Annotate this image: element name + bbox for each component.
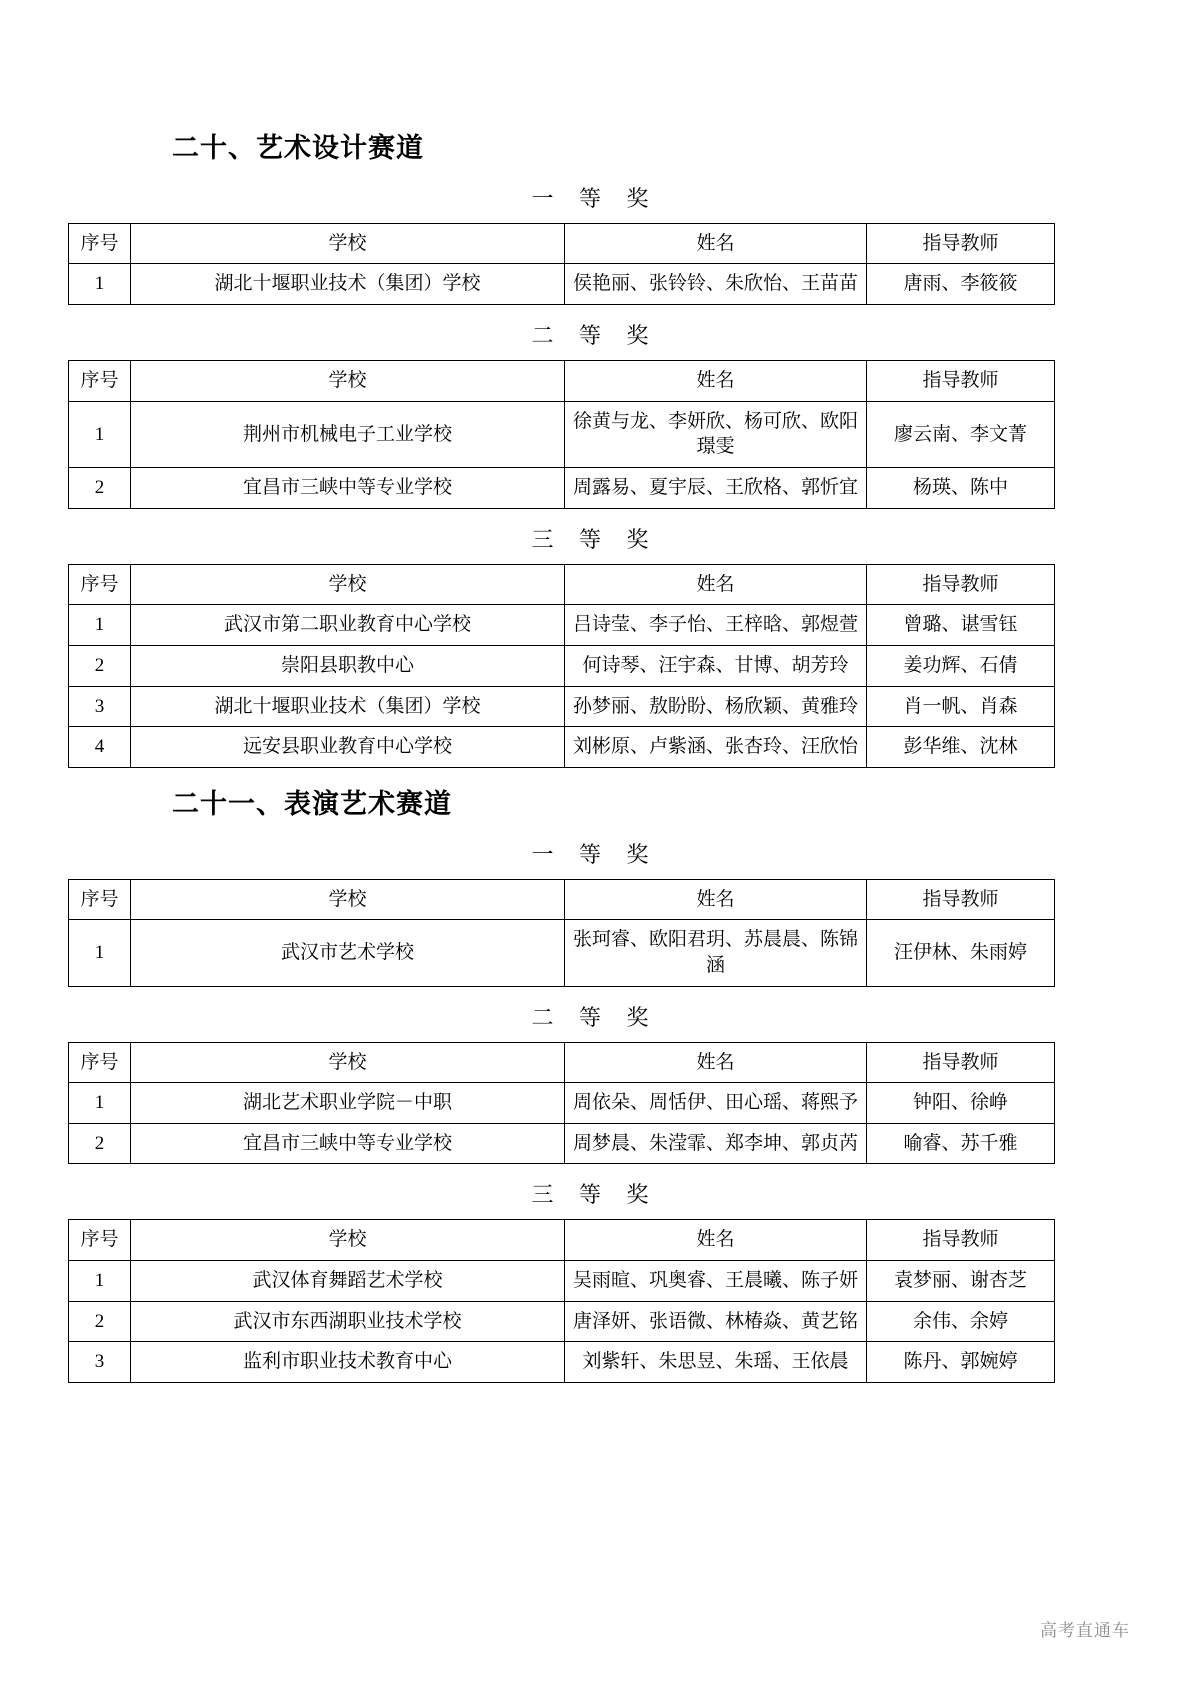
awards-table-art-design-first (68, 223, 1055, 305)
award-label-third-prize-art-design: 三 等 奖 (531, 526, 659, 552)
cell-school: 监利市职业技术教育中心 (131, 1342, 565, 1383)
cell-school: 武汉市艺术学校 (131, 920, 565, 986)
table-row (69, 264, 1055, 305)
column-header-school: 学校 (131, 361, 565, 402)
column-header-names: 姓名 (565, 879, 867, 920)
cell-no: 3 (69, 686, 131, 727)
awards-table-performing-arts-first (68, 879, 1055, 987)
cell-names: 周梦晨、朱滢霏、郑李坤、郭贞芮 (565, 1123, 867, 1164)
table-row (69, 1301, 1055, 1342)
watermark-label: 高考直通车 (1040, 1621, 1130, 1641)
cell-teachers: 曾璐、谌雪钰 (867, 605, 1055, 646)
cell-no: 2 (69, 645, 131, 686)
cell-school: 宜昌市三峡中等专业学校 (131, 468, 565, 509)
section-title-performing-arts: 二十一、表演艺术赛道 (172, 788, 452, 820)
cell-no: 3 (69, 1342, 131, 1383)
cell-names: 何诗琴、汪宇森、甘博、胡芳玲 (565, 645, 867, 686)
column-header-names: 姓名 (565, 361, 867, 402)
column-header-teachers: 指导教师 (867, 361, 1055, 402)
cell-names: 徐黄与龙、李妍欣、杨可欣、欧阳璟雯 (565, 401, 867, 467)
table-row (69, 727, 1055, 768)
cell-names: 吴雨暄、巩奥睿、王晨曦、陈子妍 (565, 1261, 867, 1302)
cell-names: 周露易、夏宇辰、王欣格、郭忻宜 (565, 468, 867, 509)
cell-names: 吕诗莹、李子怡、王梓晗、郭煜萱 (565, 605, 867, 646)
table-row (69, 605, 1055, 646)
column-header-no: 序号 (69, 1220, 131, 1261)
column-header-teachers: 指导教师 (867, 879, 1055, 920)
cell-school: 宜昌市三峡中等专业学校 (131, 1123, 565, 1164)
award-label-first-prize-art-design: 一 等 奖 (531, 185, 659, 211)
cell-no: 2 (69, 1123, 131, 1164)
cell-no: 2 (69, 1301, 131, 1342)
table-wrapper (68, 1219, 1122, 1383)
column-header-no: 序号 (69, 361, 131, 402)
table-row (69, 686, 1055, 727)
cell-school: 湖北艺术职业学院－中职 (131, 1083, 565, 1124)
awards-table-performing-arts-third (68, 1219, 1055, 1383)
column-header-school: 学校 (131, 1042, 565, 1083)
cell-teachers: 陈丹、郭婉婷 (867, 1342, 1055, 1383)
cell-names: 张珂睿、欧阳君玥、苏晨晨、陈锦涵 (565, 920, 867, 986)
cell-school: 武汉市东西湖职业技术学校 (131, 1301, 565, 1342)
cell-names: 刘彬原、卢紫涵、张杏玲、汪欣怡 (565, 727, 867, 768)
column-header-names: 姓名 (565, 1042, 867, 1083)
table-row (69, 920, 1055, 986)
cell-no: 1 (69, 920, 131, 986)
table-wrapper (68, 564, 1122, 768)
award-label-third-prize-performing-arts: 三 等 奖 (531, 1182, 659, 1208)
section-title-art-design: 二十、艺术设计赛道 (172, 133, 424, 164)
cell-names: 唐泽妍、张语微、林椿焱、黄艺铭 (565, 1301, 867, 1342)
column-header-teachers: 指导教师 (867, 223, 1055, 264)
cell-teachers: 杨瑛、陈中 (867, 468, 1055, 509)
table-wrapper (68, 223, 1122, 305)
table-row (69, 1261, 1055, 1302)
table-wrapper (68, 1042, 1122, 1165)
table-row (69, 1083, 1055, 1124)
cell-no: 1 (69, 264, 131, 305)
table-row (69, 645, 1055, 686)
column-header-names: 姓名 (565, 223, 867, 264)
cell-school: 武汉体育舞蹈艺术学校 (131, 1261, 565, 1302)
cell-teachers: 汪伊林、朱雨婷 (867, 920, 1055, 986)
table-row (69, 1342, 1055, 1383)
cell-teachers: 廖云南、李文菁 (867, 401, 1055, 467)
cell-school: 荆州市机械电子工业学校 (131, 401, 565, 467)
column-header-school: 学校 (131, 879, 565, 920)
cell-school: 武汉市第二职业教育中心学校 (131, 605, 565, 646)
column-header-school: 学校 (131, 564, 565, 605)
cell-no: 1 (69, 1261, 131, 1302)
table-row (69, 468, 1055, 509)
cell-names: 周依朵、周恬伊、田心瑶、蒋熙予 (565, 1083, 867, 1124)
award-label-first-prize-performing-arts: 一 等 奖 (531, 841, 659, 867)
cell-teachers: 钟阳、徐峥 (867, 1083, 1055, 1124)
table-header-row (69, 223, 1055, 264)
column-header-names: 姓名 (565, 564, 867, 605)
table-header-row (69, 361, 1055, 402)
awards-table-art-design-second (68, 360, 1055, 509)
table-wrapper (68, 879, 1122, 987)
column-header-no: 序号 (69, 564, 131, 605)
cell-no: 4 (69, 727, 131, 768)
award-label-second-prize-performing-arts: 二 等 奖 (531, 1004, 659, 1030)
table-header-row (69, 1220, 1055, 1261)
column-header-school: 学校 (131, 223, 565, 264)
table-header-row (69, 1042, 1055, 1083)
column-header-no: 序号 (69, 879, 131, 920)
table-header-row (69, 879, 1055, 920)
cell-school: 湖北十堰职业技术（集团）学校 (131, 264, 565, 305)
column-header-no: 序号 (69, 1042, 131, 1083)
cell-teachers: 袁梦丽、谢杏芝 (867, 1261, 1055, 1302)
column-header-teachers: 指导教师 (867, 1042, 1055, 1083)
cell-teachers: 彭华维、沈林 (867, 727, 1055, 768)
awards-table-art-design-third (68, 564, 1055, 768)
awards-table-performing-arts-second (68, 1042, 1055, 1165)
column-header-names: 姓名 (565, 1220, 867, 1261)
cell-no: 2 (69, 468, 131, 509)
column-header-teachers: 指导教师 (867, 1220, 1055, 1261)
cell-teachers: 姜功辉、石倩 (867, 645, 1055, 686)
column-header-no: 序号 (69, 223, 131, 264)
cell-no: 1 (69, 1083, 131, 1124)
column-header-teachers: 指导教师 (867, 564, 1055, 605)
cell-names: 刘紫轩、朱思昱、朱瑶、王依晨 (565, 1342, 867, 1383)
table-header-row (69, 564, 1055, 605)
cell-teachers: 余伟、余婷 (867, 1301, 1055, 1342)
table-row (69, 401, 1055, 467)
cell-no: 1 (69, 401, 131, 467)
cell-teachers: 唐雨、李筱筱 (867, 264, 1055, 305)
table-wrapper (68, 360, 1122, 509)
column-header-school: 学校 (131, 1220, 565, 1261)
cell-teachers: 喻睿、苏千雅 (867, 1123, 1055, 1164)
cell-no: 1 (69, 605, 131, 646)
cell-names: 侯艳丽、张铃铃、朱欣怡、王苗苗 (565, 264, 867, 305)
cell-names: 孙梦丽、敖盼盼、杨欣颖、黄雅玲 (565, 686, 867, 727)
table-row (69, 1123, 1055, 1164)
cell-school: 湖北十堰职业技术（集团）学校 (131, 686, 565, 727)
award-label-second-prize-art-design: 二 等 奖 (531, 323, 659, 349)
cell-school: 远安县职业教育中心学校 (131, 727, 565, 768)
cell-school: 崇阳县职教中心 (131, 645, 565, 686)
cell-teachers: 肖一帆、肖森 (867, 686, 1055, 727)
